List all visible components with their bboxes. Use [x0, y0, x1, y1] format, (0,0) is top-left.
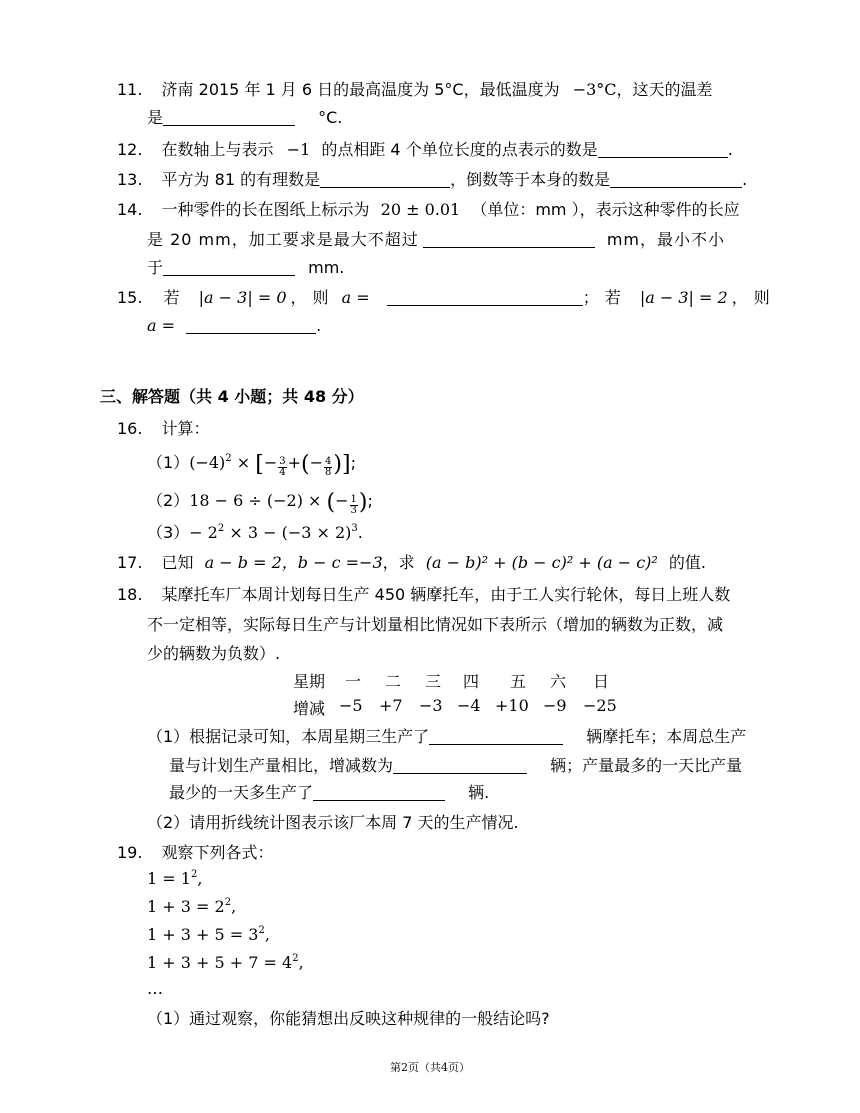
q12-text-a: 在数轴上与表示 [161, 140, 274, 159]
q14-unit-a: mm，最小不小 [606, 230, 725, 249]
q16-part2: （2）18 − 6 ÷ (−2) × (− $\frac{1}{3}$ ); [147, 490, 373, 516]
q19-number: 19. [117, 843, 143, 862]
q16-p1-minus-2: − [309, 453, 323, 472]
q16-p1-label: （1） [147, 453, 190, 472]
q17-text-c: 的值. [668, 553, 707, 572]
table-day-thu: 四 [463, 672, 480, 691]
q15-line1 [117, 287, 776, 309]
q16-part3 [147, 522, 363, 544]
q18-number: 18. [117, 585, 143, 604]
table-day-wed: 三 [425, 672, 442, 691]
q13-text-b: ，倒数等于本身的数是 [450, 170, 611, 189]
q17-eq: a − b = 2，b − c =−3 [204, 553, 383, 572]
q14-text-a: 一种零件的长在图纸上标示为 [161, 200, 370, 219]
q12-answer-blank[interactable] [598, 141, 728, 158]
page-footer: 第2页（共4页） [390, 1061, 470, 1074]
q18-p1-e: 最少的一天多生产了 [169, 783, 314, 802]
q16-p1-times: × [231, 453, 256, 472]
q15-end: . [316, 316, 322, 335]
table-change-tue: +7 [379, 696, 403, 715]
q17-line [117, 552, 706, 574]
q14-text-d: 于 [147, 258, 164, 277]
q14-answer-blank-2[interactable] [163, 259, 295, 276]
q18-line1 [117, 584, 730, 606]
q13-answer-blank-2[interactable] [610, 171, 742, 188]
q17-number: 17. [117, 553, 143, 572]
q15-ze: ，则 [290, 288, 335, 307]
q16-p1-plus: + [287, 453, 301, 472]
q13-answer-blank-1[interactable] [320, 171, 450, 188]
q15-semi: ；若 [582, 288, 627, 307]
q16-fraction-3: $\frac{1}{3}$ [350, 494, 357, 516]
q18-answer-blank-3[interactable] [313, 784, 445, 801]
q18-answer-blank-1[interactable] [429, 728, 563, 745]
q17-text-b: ，求 [382, 553, 415, 572]
q17-text-a: 已知 [161, 553, 194, 572]
table-day-header: 星期 [293, 672, 326, 691]
q11-text-b: ，这天的温差 [616, 80, 713, 99]
q19-part1: （1）通过观察，你能猜想出反映这种规律的一般结论吗? [147, 1009, 550, 1028]
q16-title: 计算： [161, 419, 210, 438]
q15-a-eq2: a = [147, 316, 176, 335]
table-change-sat: −9 [543, 696, 567, 715]
q16-number: 16. [117, 419, 143, 438]
q16-p1-exp: 2 [225, 453, 232, 464]
q15-eq1: |a − 3| = 0 [198, 288, 287, 307]
table-change-fri: +10 [495, 696, 529, 715]
q18-p1-d: 辆；产量最多的一天比产量 [550, 756, 743, 775]
q18-p1-a: （1）根据记录可知，本周星期三生产了 [147, 727, 430, 746]
q14-value: 20 ± 0.01 [380, 200, 461, 219]
q17-expr: (a − b)² + (b − c)² + (a − c)² [425, 553, 658, 572]
q16-p3-label: （3） [147, 523, 190, 542]
q15-line2 [147, 315, 321, 337]
q13-text-a: 平方为 81 的有理数是 [161, 170, 321, 189]
q14-text-c: 是 20 mm，加工要求是最大不超过 [147, 230, 419, 249]
q15-eq2: |a − 3| = 2 [639, 288, 728, 307]
q14-line1 [117, 199, 740, 221]
table-change-thu: −4 [457, 696, 481, 715]
q19-eq-4: $1 + 3 + 5 + 7 = 4^2$, [147, 953, 304, 972]
q13-line [117, 169, 747, 191]
q15-ze2: ，则 [731, 288, 776, 307]
q15-answer-blank-1[interactable] [387, 289, 583, 306]
q18-part1-line2 [169, 755, 742, 777]
q19-ellipsis: … [147, 979, 163, 998]
q18-part1-line3 [169, 782, 489, 804]
q14-line3 [147, 257, 344, 279]
q16-p3-exp2: 3 [351, 523, 358, 534]
q18-line3: 少的辆数为负数）. [147, 644, 281, 663]
q12-value: −1 [286, 140, 311, 159]
q14-text-b: （单位：mm ），表示这种零件的长应 [471, 200, 740, 219]
q12-end: . [727, 140, 733, 159]
q16-p2-expr: 18 − 6 ÷ (−2) × [189, 491, 327, 510]
q16-p3-exp1: 2 [217, 523, 225, 534]
table-change-sun: −25 [583, 696, 617, 715]
table-change-wed: −3 [419, 696, 443, 715]
q12-line [117, 139, 733, 161]
q14-unit-b: mm. [308, 258, 345, 277]
q16-p2-minus: − [335, 491, 349, 510]
q19-title-line [117, 842, 274, 864]
section-3-title: 三、解答题（共 4 小题；共 48 分） [100, 387, 364, 406]
q16-p3-end: . [357, 523, 363, 542]
q16-p1-minus: − [263, 453, 278, 472]
q12-text-b: 的点相距 4 个单位长度的点表示的数是 [321, 140, 598, 159]
table-day-mon: 一 [345, 672, 362, 691]
q16-p2-label: （2） [147, 491, 190, 510]
table-day-sat: 六 [550, 672, 567, 691]
q16-fraction-2: $\frac{4}{8}$ [325, 456, 332, 478]
table-day-sun: 日 [593, 672, 610, 691]
q11-line2 [147, 107, 342, 129]
q16-p1-base: (−4) [189, 453, 226, 472]
table-day-tue: 二 [385, 672, 402, 691]
q16-fraction-1: $\frac{3}{4}$ [279, 456, 286, 478]
q19-eq-1: $1 = 1^2$, [147, 869, 203, 888]
q14-answer-blank-1[interactable] [423, 231, 595, 248]
q19-title: 观察下列各式： [161, 843, 274, 862]
q11-text-c: 是 [147, 108, 164, 127]
q14-number: 14. [117, 200, 143, 219]
q18-p1-c: 量与计划生产量相比，增减数为 [169, 756, 394, 775]
q18-p1-b: 辆摩托车；本周总生产 [586, 727, 747, 746]
q11-unit: °C. [318, 108, 343, 127]
q16-p3-c: × 3 − (−3 × 2) [224, 523, 352, 542]
table-change-mon: −5 [339, 696, 363, 715]
q18-text-1: 某摩托车厂本周计划每日生产 450 辆摩托车，由于工人实行轮休，每日上班人数 [161, 585, 731, 604]
table-change-header: 增减 [293, 699, 326, 718]
q16-part1: $(1)(-4)^2$ × [− $\frac{3}{4}$ +(− $\frac{4}{8}$ )]; [147, 452, 356, 478]
q13-number: 13. [117, 170, 143, 189]
q16-title-line [117, 418, 210, 440]
q18-answer-blank-2[interactable] [393, 757, 527, 774]
q16-p3-a: − 2 [189, 523, 218, 542]
q15-a-eq: a = [341, 288, 370, 307]
q12-number: 12. [117, 140, 143, 159]
q11-value: −3°C [572, 80, 617, 99]
q19-eq-2: $1 + 3 = 2^2$, [147, 897, 237, 916]
q16-p1-end: ; [350, 453, 356, 472]
q16-p2-end: ; [367, 491, 373, 510]
q11-line1 [117, 79, 713, 101]
q15-answer-blank-2[interactable] [186, 317, 316, 334]
q15-ruo: 若 [163, 288, 180, 307]
q14-line2 [147, 229, 725, 251]
q18-line2: 不一定相等，实际每日生产与计划量相比情况如下表所示（增加的辆数为正数，减 [147, 615, 724, 634]
q11-text-a: 济南 2015 年 1 月 6 日的最高温度为 5°C，最低温度为 [161, 80, 560, 99]
q13-end: . [742, 170, 748, 189]
q15-number: 15. [117, 288, 143, 307]
q19-eq-3: $1 + 3 + 5 = 3^2$, [147, 925, 270, 944]
q18-part2: （2）请用折线统计图表示该厂本周 7 天的生产情况. [147, 813, 519, 832]
q11-number: 11. [117, 80, 143, 99]
q18-part1-line1 [147, 726, 746, 748]
q11-answer-blank[interactable] [163, 109, 295, 126]
table-day-fri: 五 [510, 672, 527, 691]
q18-p1-f: 辆. [468, 783, 490, 802]
